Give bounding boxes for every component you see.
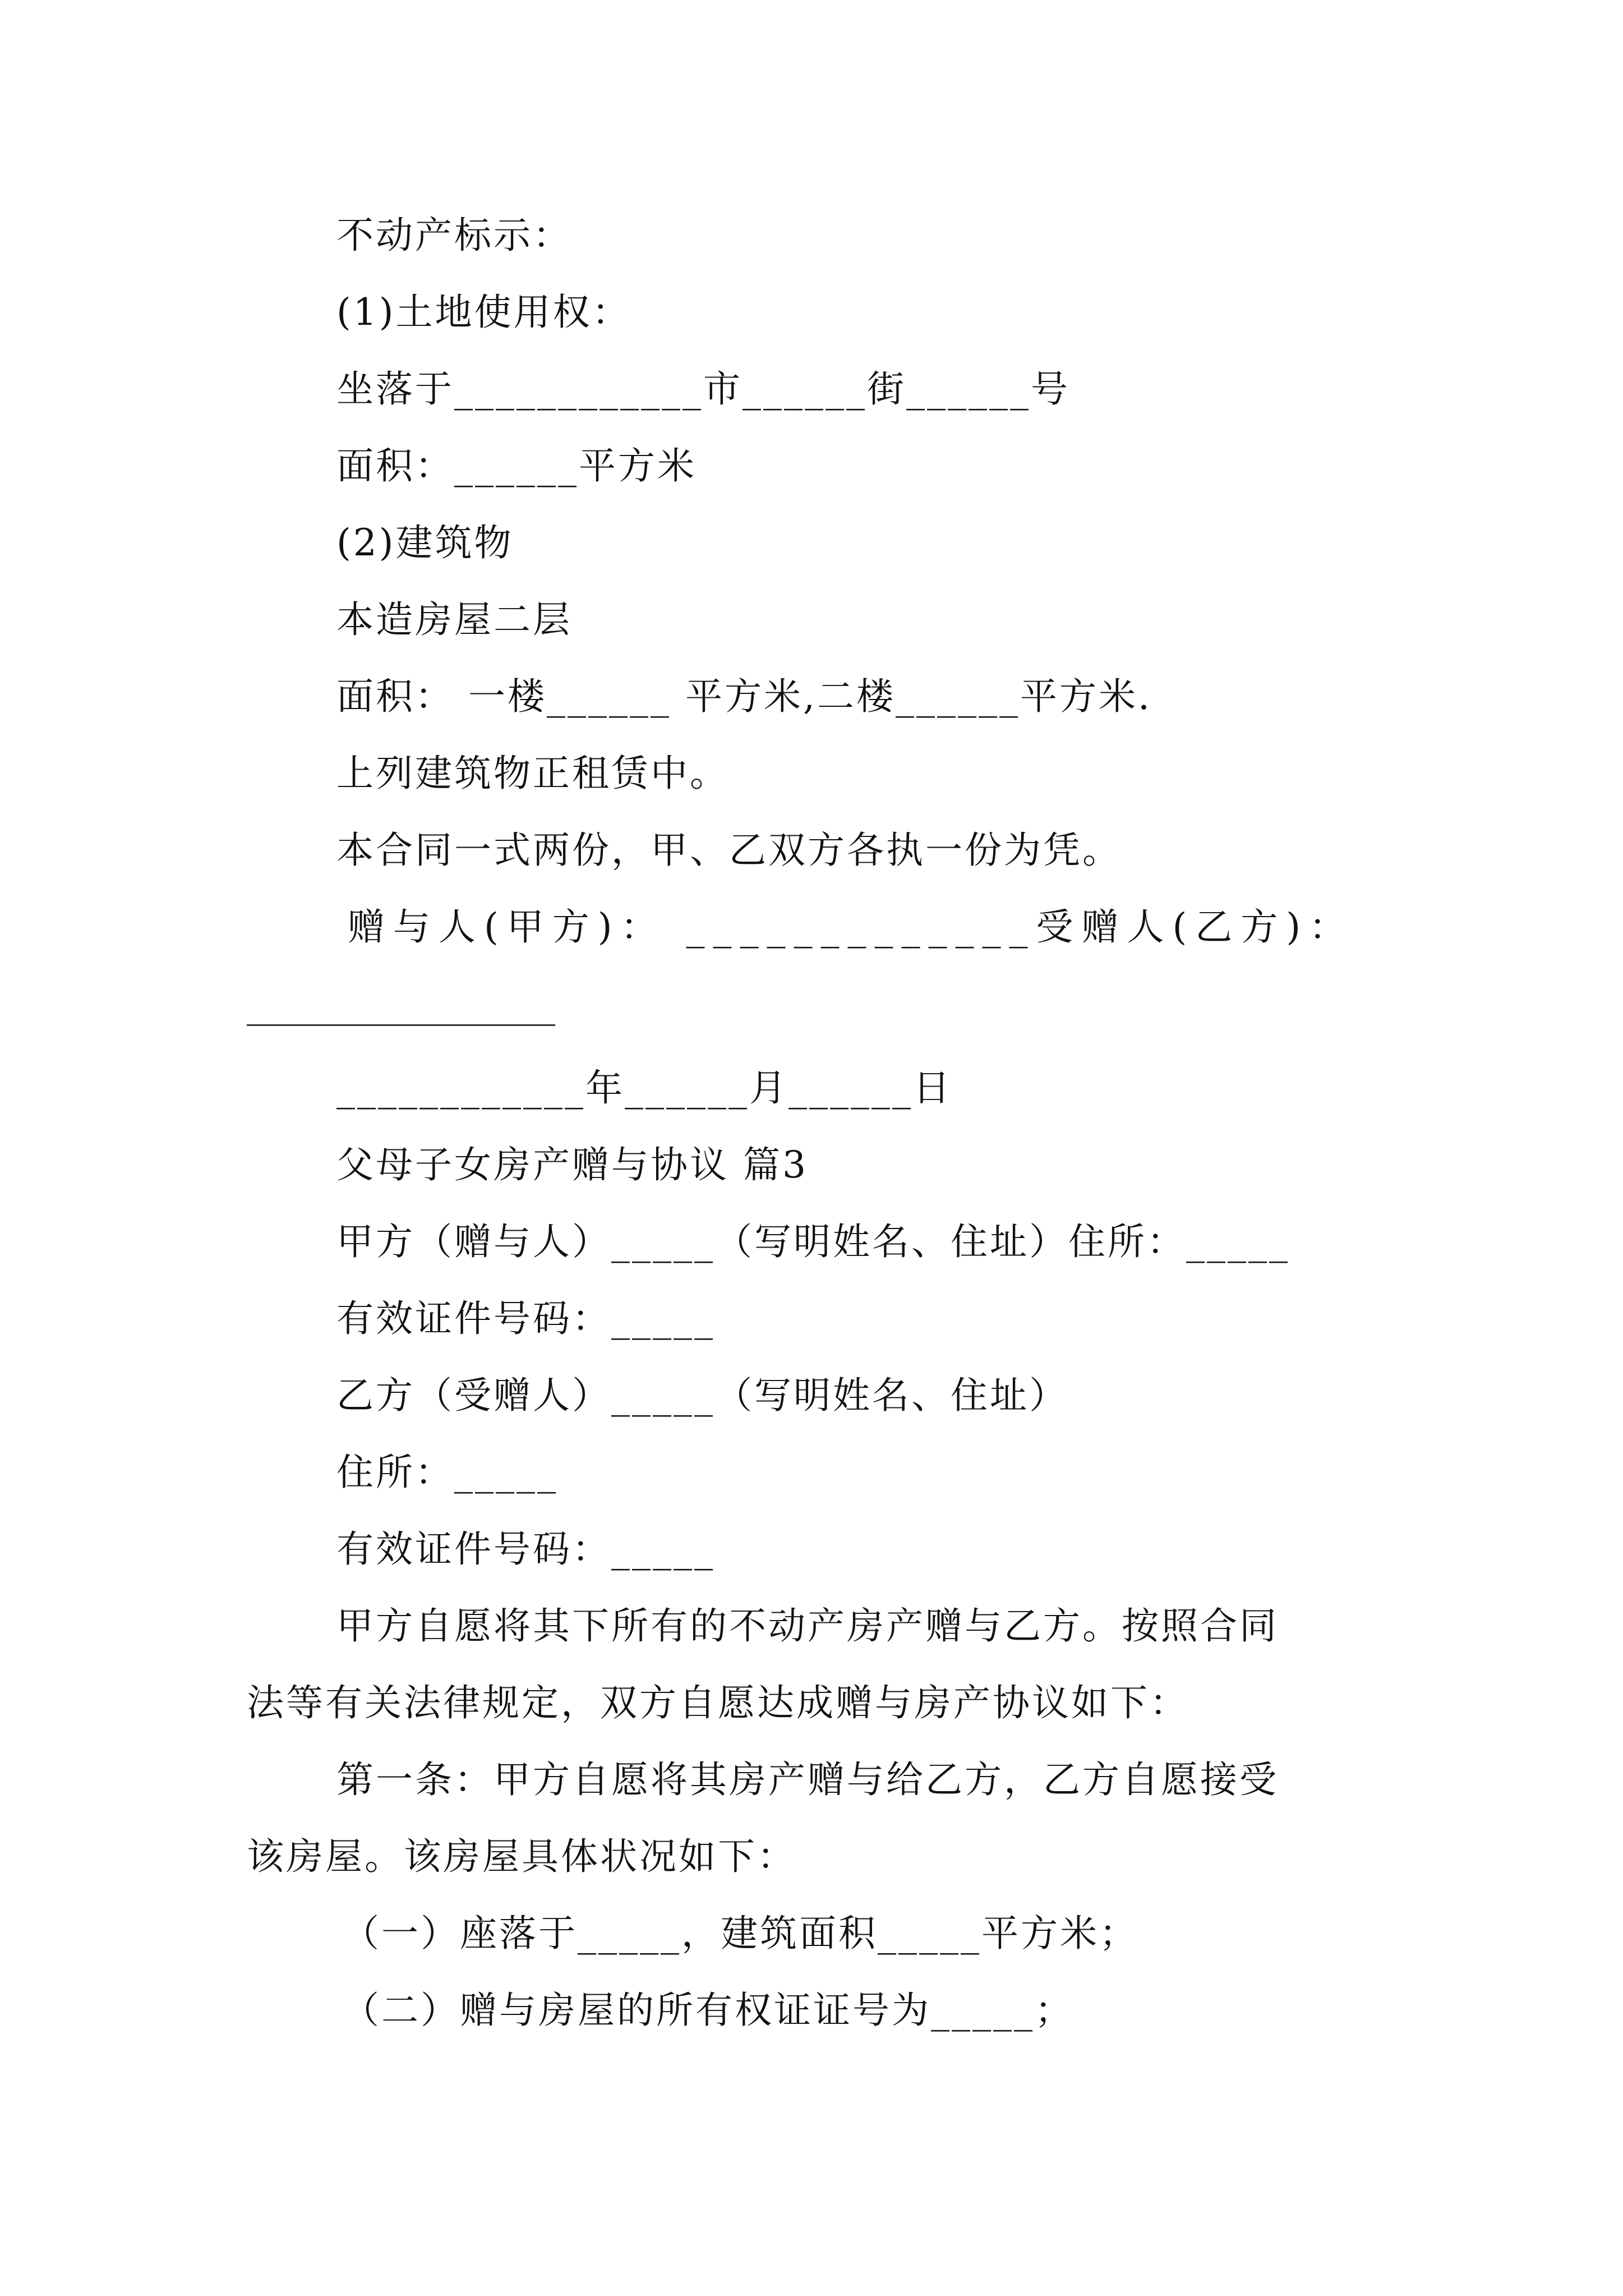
article-one-line-2: 该房屋。该房屋具体状况如下： [247,1835,796,1878]
building-floors-line: 本造房屋二层 [336,598,572,641]
signature-rule [247,1024,555,1026]
article-one-line-1: 第一条：甲方自愿将其房产赠与给乙方，乙方自愿接受 [336,1758,1279,1801]
preamble-line-2: 法等有关法律规定，双方自愿达成赠与房产协议如下： [247,1681,1189,1724]
lease-status-line: 上列建筑物正租赁中。 [336,752,729,795]
land-use-right-heading: (1)土地使用权： [336,291,631,334]
building-area-line: 面积： 一楼______ 平方米,二楼______平方米. [336,675,1152,718]
contract-copies-line: 本合同一式两份，甲、乙双方各执一份为凭。 [336,829,1122,872]
party-b-id-line: 有效证件号码：_____ [336,1527,715,1571]
building-heading: (2)建筑物 [336,521,514,564]
party-b-line: 乙方（受赠人）_____（写明姓名、住址） [336,1374,1068,1417]
property-designation-heading: 不动产标示： [336,214,572,257]
party-a-id-line: 有效证件号码：_____ [336,1297,715,1340]
section-title: 父母子女房产赠与协议 篇3 [336,1143,808,1186]
clause-two-line: （二）赠与房屋的所有权证证号为_____； [342,1989,1074,2032]
land-location-line: 坐落于____________市______街______号 [336,367,1070,411]
party-b-residence-line: 住所：_____ [336,1451,558,1494]
party-a-line: 甲方（赠与人）_____（写明姓名、住址）住所：_____ [336,1220,1290,1263]
land-area-line: 面积：______平方米 [336,444,697,487]
signature-parties-line: 赠与人(甲方)： _____________受赠人(乙方)： [348,905,1354,949]
clause-one-line: （一）座落于_____，建筑面积_____平方米； [342,1912,1138,1955]
date-line: ____________年______月______日 [336,1066,952,1110]
preamble-line-1: 甲方自愿将其下所有的不动产房产赠与乙方。按照合同 [336,1604,1279,1648]
